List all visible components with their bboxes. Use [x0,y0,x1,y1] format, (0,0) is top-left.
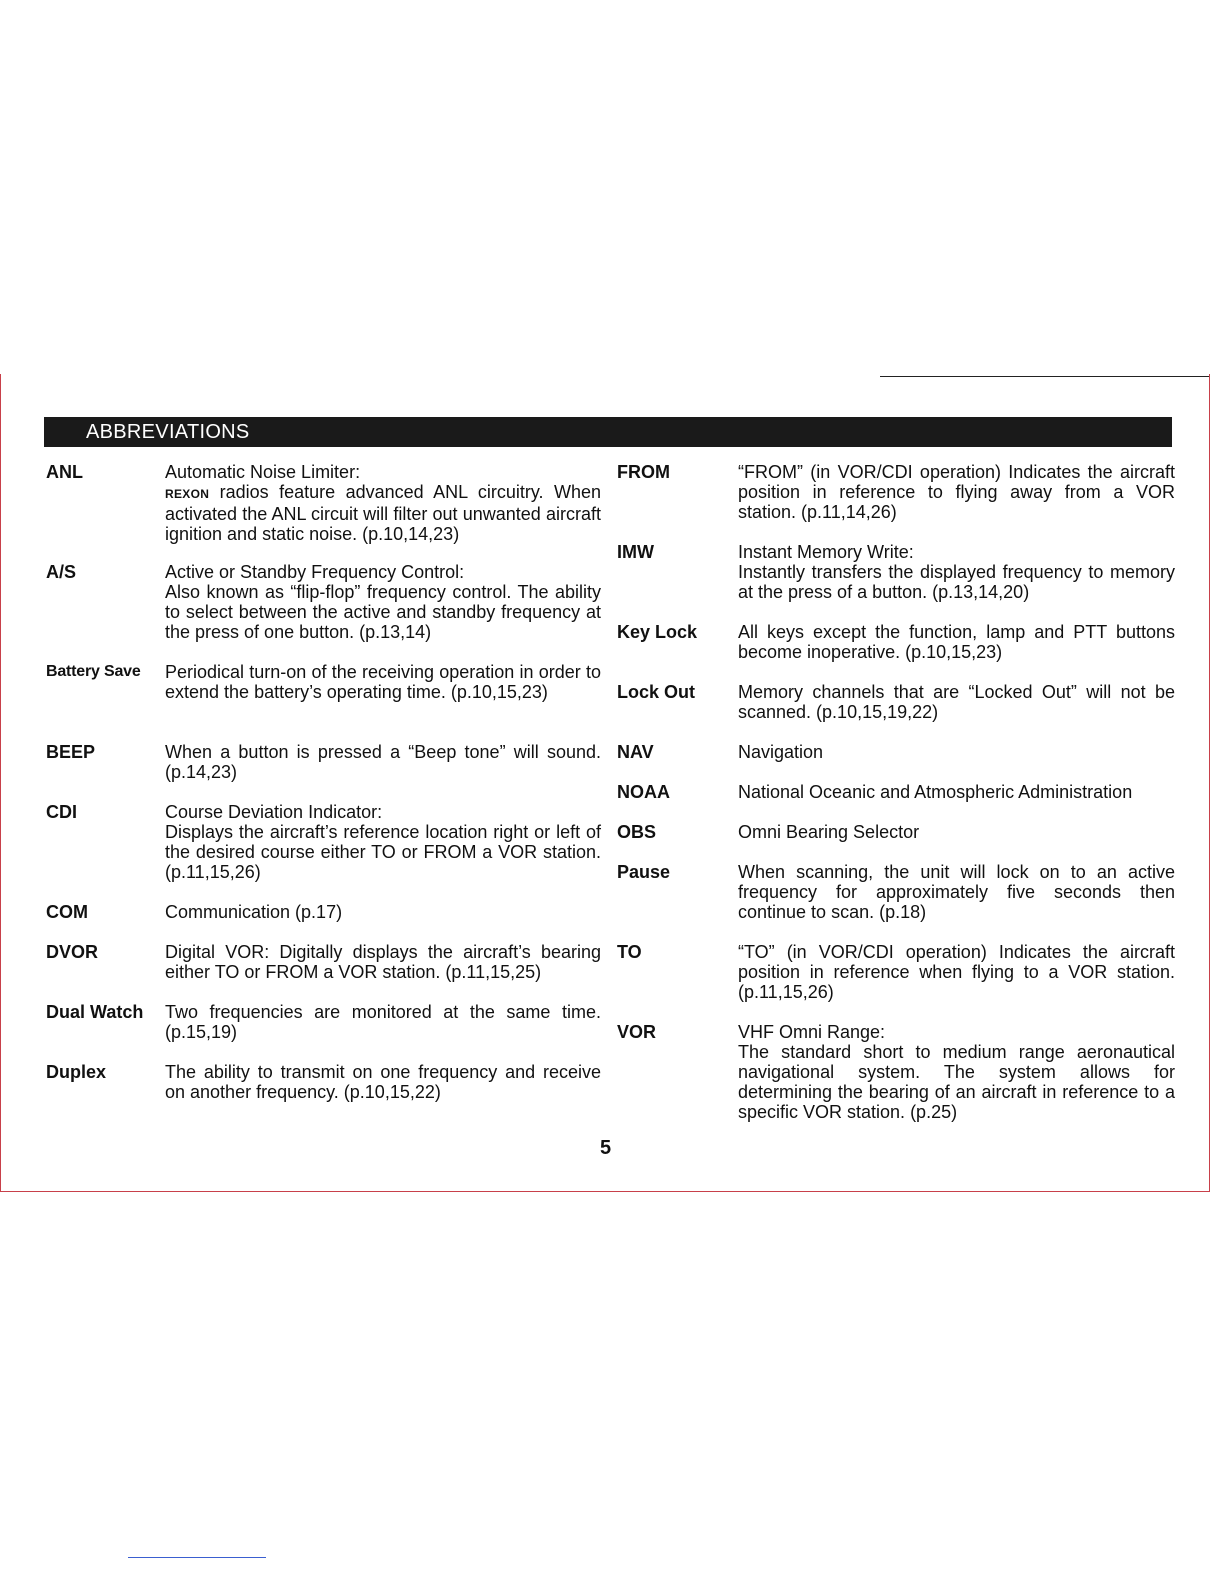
glossary-entry-as [46,562,601,662]
term-definition [738,1022,1175,1122]
definition-line: Two frequencies are monitored at the same time. (p.15,19) [165,1002,601,1042]
glossary-entry-key-lock [617,622,1175,682]
glossary-entry-from [617,462,1175,542]
term-label: BEEP [46,742,96,762]
term-label: OBS [617,822,657,842]
term-definition [165,1002,601,1042]
glossary-entry-cdi [46,802,601,902]
definition-line: When a button is pressed a “Beep tone” will sound. (p.14,23) [165,742,601,782]
term-definition [738,742,1175,762]
term-label: FROM [617,462,670,482]
term-label: DVOR [46,942,99,962]
definition-line: Displays the aircraft’s reference location right or left of the desired course either TO or FROM a VOR station. (p.11,15,26) [165,822,601,882]
definition-line: “FROM” (in VOR/CDI operation) Indicates the aircraft position in reference to flying away from a VOR station. (p.11,14,26) [738,462,1175,522]
term-label: A/S [46,562,77,582]
term-label: Duplex [46,1062,107,1082]
term-definition [165,802,601,882]
term-label: Dual Watch [46,1002,144,1022]
definition-line: Memory channels that are “Locked Out” will not be scanned. (p.10,15,19,22) [738,682,1175,722]
term-definition [738,542,1175,602]
section-title: ABBREVIATIONS [86,421,250,443]
term-label: Lock Out [617,682,696,702]
glossary-entry-dvor [46,942,601,1002]
glossary-entry-lock-out [617,682,1175,742]
term-definition [165,562,601,642]
term-label: Key Lock [617,622,698,642]
section-header-bar [44,417,1172,447]
glossary-entry-nav [617,742,1175,782]
definition-line: Automatic Noise Limiter: [165,462,361,482]
definition-line: Active or Standby Frequency Control: [165,562,465,582]
term-label: CDI [46,802,77,822]
term-definition [738,942,1175,1002]
definition-line: Periodical turn-on of the receiving operation in order to extend the battery’s operating time. (p.10,15,23) [165,662,601,702]
definition-line: Communication (p.17) [165,902,343,922]
term-definition [738,462,1175,522]
definition-line: National Oceanic and Atmospheric Administration [738,782,1133,802]
glossary-entry-to [617,942,1175,1022]
term-label: VOR [617,1022,657,1042]
definition-line: Instant Memory Write: [738,542,914,562]
glossary-entry-vor [617,1022,1175,1122]
glossary-entry-imw [617,542,1175,622]
definition-line: Omni Bearing Selector [738,822,920,842]
term-definition [165,662,601,702]
definition-line: VHF Omni Range: [738,1022,886,1042]
left-glossary-column [46,462,601,1122]
term-definition [738,822,1175,842]
term-definition [165,742,601,782]
definition-line: The standard short to medium range aeronautical navigational system. The system allows for determining the bearing of an aircraft in reference to a specific VOR station. (p.25) [738,1042,1175,1122]
term-definition [738,622,1175,662]
term-definition [165,902,601,922]
bottom-rule [128,1557,266,1558]
term-label: ANL [46,462,83,482]
glossary-entry-duplex [46,1062,601,1122]
definition-line: Navigation [738,742,824,762]
page-number: 5 [600,1137,612,1159]
brand-name: REXON [165,487,210,501]
definition-line: All keys except the function, lamp and PTT buttons become inoperative. (p.10,15,23) [738,622,1175,662]
term-label: COM [46,902,88,922]
term-definition [738,782,1175,802]
term-definition [165,462,601,544]
term-label: Battery Save [46,663,141,680]
term-label: IMW [617,542,654,562]
definition-line: Course Deviation Indicator: [165,802,383,822]
term-definition [165,1062,601,1102]
glossary-entry-com [46,902,601,942]
glossary-entry-noaa [617,782,1175,822]
right-glossary-column [617,462,1175,1122]
definition-line: REXON radios feature advanced ANL circuitry. When activated the ANL circuit will filter out unwanted aircraft ignition and static noise. (p.10,14,23) [165,482,601,544]
glossary-entry-dual-watch [46,1002,601,1062]
glossary-entry-obs [617,822,1175,862]
term-label: NOAA [617,782,670,802]
term-label: TO [617,942,642,962]
term-label: NAV [617,742,654,762]
definition-line: The ability to transmit on one frequency and receive on another frequency. (p.10,15,22) [165,1062,601,1102]
definition-line: “TO” (in VOR/CDI operation) Indicates the aircraft position in reference when flying to a VOR station. (p.11,15,26) [738,942,1175,1002]
glossary-entry-pause [617,862,1175,942]
glossary-entry-anl [46,462,601,562]
term-definition [738,862,1175,922]
term-label: Pause [617,862,671,882]
term-definition [165,942,601,982]
definition-line: Also known as “flip-flop” frequency control. The ability to select between the active and standby frequency at the press of one button. (p.13,14) [165,582,601,642]
glossary-entry-battery-save [46,662,601,742]
definition-line: Instantly transfers the displayed frequency to memory at the press of a button. (p.13,14,20) [738,562,1175,602]
definition-line: When scanning, the unit will lock on to an active frequency for approximately five seconds then continue to scan. (p.18) [738,862,1175,922]
definition-line: Digital VOR: Digitally displays the aircraft’s bearing either TO or FROM a VOR station. (p.11,15,25) [165,942,601,982]
term-definition [738,682,1175,722]
glossary-entry-beep [46,742,601,802]
